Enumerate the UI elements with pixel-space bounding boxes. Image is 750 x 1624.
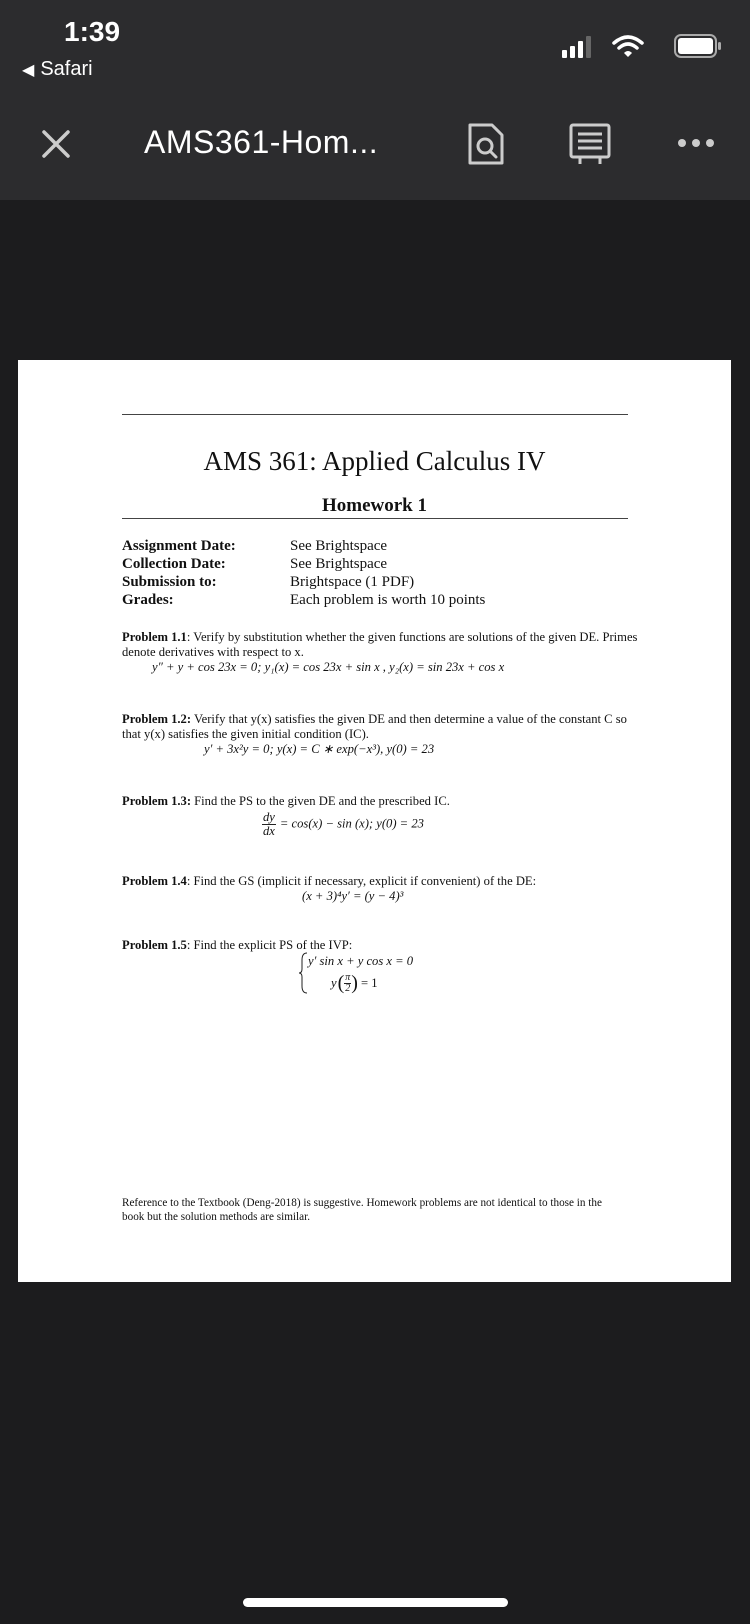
problem-label: Problem 1.2: (122, 712, 192, 726)
pdf-page (18, 360, 731, 1282)
battery-icon (674, 34, 722, 58)
problem-1-1 (122, 630, 642, 675)
back-triangle-icon: ◀ (22, 62, 35, 79)
info-key: Submission to: (122, 574, 217, 590)
problem-1-3 (122, 794, 642, 838)
ivp-brace (298, 952, 308, 994)
ivp-y: y (331, 976, 337, 990)
close-icon[interactable] (36, 124, 76, 164)
problem-equation: y″ + y + cos 23x = 0; y₁(x) = cos 23x + sin x , y₂(x) = sin 23x + cos x (152, 660, 505, 674)
document-title: AMS361-Hom... (144, 124, 379, 160)
problem-text: Verify that y(x) satisfies the given DE and then determine a value of the constant C so that y(x) satisfies the given initial condition (IC). (122, 712, 627, 741)
fraction-denominator: 2 (345, 983, 351, 994)
problem-text: Find the PS to the given DE and the prescribed IC. (191, 794, 450, 808)
info-row (122, 591, 485, 609)
problem-label: Problem 1.4 (122, 874, 187, 888)
info-key: Collection Date: (122, 556, 226, 572)
ivp-equation-1: y′ sin x + y cos x = 0 (308, 954, 414, 968)
info-value: Each problem is worth 10 points (290, 592, 486, 608)
fraction-denominator: dx (263, 824, 275, 838)
back-to-app-link[interactable] (22, 58, 93, 81)
info-row (122, 555, 485, 573)
status-time: 1:39 (64, 16, 121, 47)
paren-right: ) (351, 972, 358, 994)
cellular-signal-icon (562, 36, 596, 58)
fraction-numerator: dy (263, 810, 275, 824)
problem-label: Problem 1.3: (122, 794, 192, 808)
info-row (122, 573, 485, 591)
reference-note: Reference to the Textbook (Deng-2018) is suggestive. Homework problems are not identical to those in the book but the solution methods are similar. (122, 1197, 602, 1223)
homework-title: Homework 1 (321, 495, 427, 516)
search-document-icon[interactable] (466, 122, 506, 166)
pi-over-2-fraction (344, 973, 351, 994)
back-app-label: Safari (40, 58, 93, 80)
title-rule (122, 518, 628, 519)
more-icon[interactable] (676, 136, 716, 150)
course-title: AMS 361: Applied Calculus IV (203, 446, 546, 476)
ivp-value: = 1 (360, 976, 378, 990)
problem-text: : Find the explicit PS of the IVP: (186, 938, 353, 952)
info-value: See Brightspace (290, 556, 388, 572)
problem-equation: y′ + 3x²y = 0; y(x) = C ∗ exp(−x³), y(0) = 23 (204, 742, 435, 756)
problem-equation-row (122, 811, 642, 838)
problem-1-4 (122, 874, 642, 904)
problem-text: : Find the GS (implicit if necessary, explicit if convenient) of the DE: (186, 874, 537, 888)
problem-1-5 (122, 938, 642, 953)
reader-icon[interactable] (568, 122, 612, 166)
problem-label: Problem 1.5 (122, 938, 187, 952)
problem-equation: (x + 3)⁴y′ = (y − 4)³ (302, 889, 404, 903)
info-value: Brightspace (1 PDF) (290, 574, 415, 590)
problem-equation: = cos(x) − sin (x); y(0) = 23 (279, 816, 424, 831)
problem-1-2 (122, 712, 642, 757)
info-table (122, 537, 485, 609)
info-key: Assignment Date: (122, 538, 236, 554)
derivative-fraction (262, 811, 276, 838)
top-rule (122, 414, 628, 415)
top-bar (0, 0, 750, 200)
problem-text: : Verify by substitution whether the given functions are solutions of the given DE. Primes denote derivatives with respect to x. (122, 630, 638, 659)
info-row (122, 537, 485, 555)
info-key: Grades: (122, 592, 174, 608)
ivp-equation-2 (331, 972, 378, 995)
fraction-numerator: π (345, 972, 351, 983)
info-value: See Brightspace (290, 538, 388, 554)
paren-left: ( (337, 972, 345, 994)
home-indicator[interactable] (243, 1598, 508, 1607)
wifi-icon (612, 34, 644, 58)
problem-label: Problem 1.1 (122, 630, 187, 644)
